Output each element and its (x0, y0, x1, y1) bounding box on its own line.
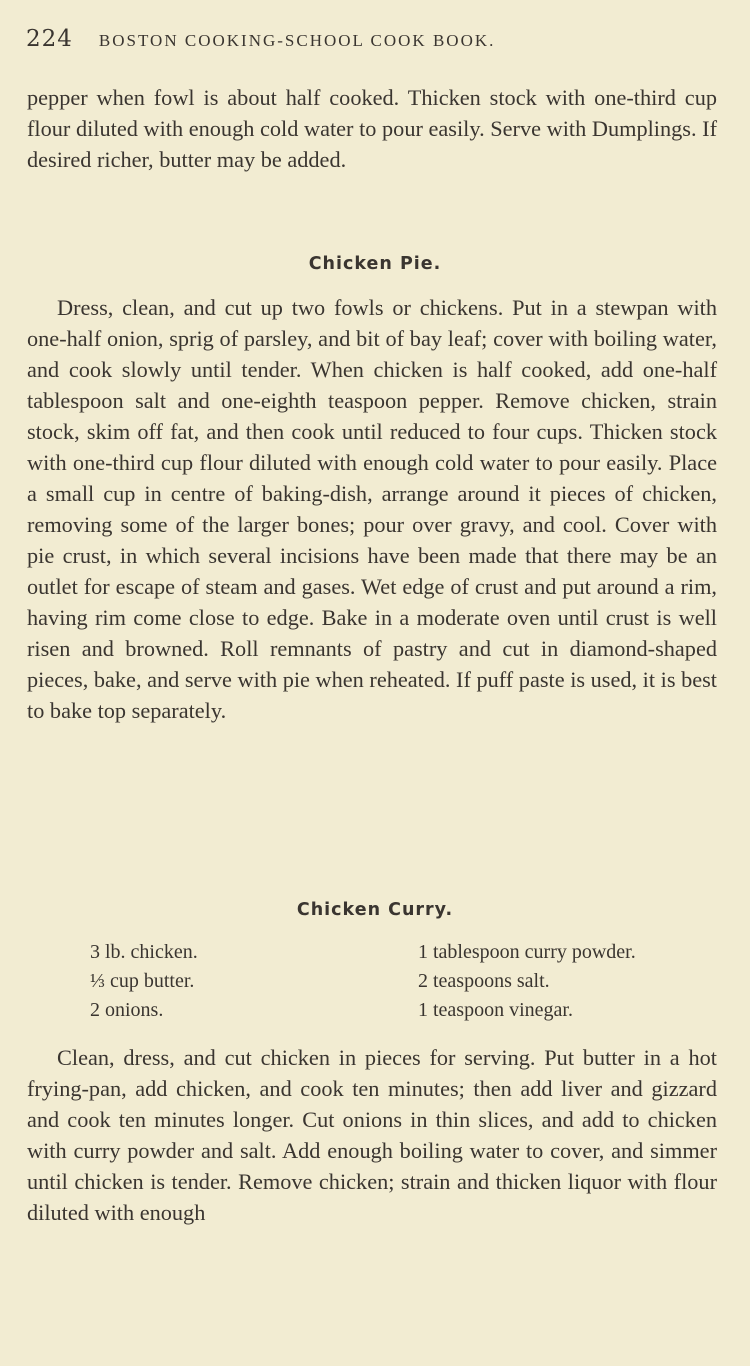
ingredient-item: ⅓ cup butter. (90, 970, 195, 992)
chicken-curry-title: Chicken Curry. (296, 900, 454, 920)
continued-paragraph: pepper when fowl is about half cooked. Thicken stock with one-third cup flour diluted with enough cold water to pour easily. Serve with Dumplings. If desired richer, butter may be added. (27, 85, 717, 172)
ingredient-item: 2 teaspoons salt. (418, 970, 550, 992)
ingredient-item: 1 teaspoon vinegar. (418, 999, 573, 1021)
running-title: BOSTON COOKING-SCHOOL COOK BOOK. (98, 31, 496, 50)
chicken-curry-paragraph: Clean, dress, and cut chicken in pieces for serving. Put butter in a hot frying-pan, add chicken, and cook ten minutes; then add liver and gizzard and cook ten minutes longer. Cut onions in thin slices, and add to chicken with curry powder and salt. Add enough boiling water to cover, and simmer until chicken is tender. Remove chicken; strain and thicken liquor with flour diluted with enough (27, 1045, 717, 1225)
ingredient-item: 2 onions. (90, 999, 164, 1021)
continued-paragraph-block (27, 82, 717, 175)
ingredient-item: 1 tablespoon curry powder. (418, 941, 636, 963)
ingredient-item: 3 lb. chicken. (90, 941, 198, 963)
chicken-pie-title: Chicken Pie. (308, 254, 442, 274)
ingredients-left-column (90, 938, 418, 1025)
ingredients-right-column (418, 938, 636, 1025)
page-header (26, 26, 720, 56)
page-number: 224 (26, 26, 73, 52)
chicken-curry-ingredients (90, 938, 730, 1025)
chicken-pie-paragraph: Dress, clean, and cut up two fowls or chickens. Put in a stewpan with one-half onion, sprig of parsley, and bit of bay leaf; cover with boiling water, and cook slowly until tender. When chicken is half cooked, add one-half tablespoon salt and one-eighth teaspoon pepper. Remove chicken, strain stock, skim off fat, and then cook until reduced to four cups. Thicken stock with one-third cup flour diluted with enough cold water to pour easily. Place a small cup in centre of baking-dish, arrange around it pieces of chicken, removing some of the larger bones; pour over gravy, and cool. Cover with pie crust, in which several incisions have been made that there may be an outlet for escape of steam and gases. Wet edge of crust and put around a rim, having rim come close to edge. Bake in a moderate oven until crust is well risen and browned. Roll remnants of pastry and cut in diamond-shaped pieces, bake, and serve with pie when reheated. If puff paste is used, it is best to bake top separately. (27, 295, 717, 723)
chicken-pie-block (27, 292, 717, 726)
chicken-curry-block (27, 1042, 717, 1228)
